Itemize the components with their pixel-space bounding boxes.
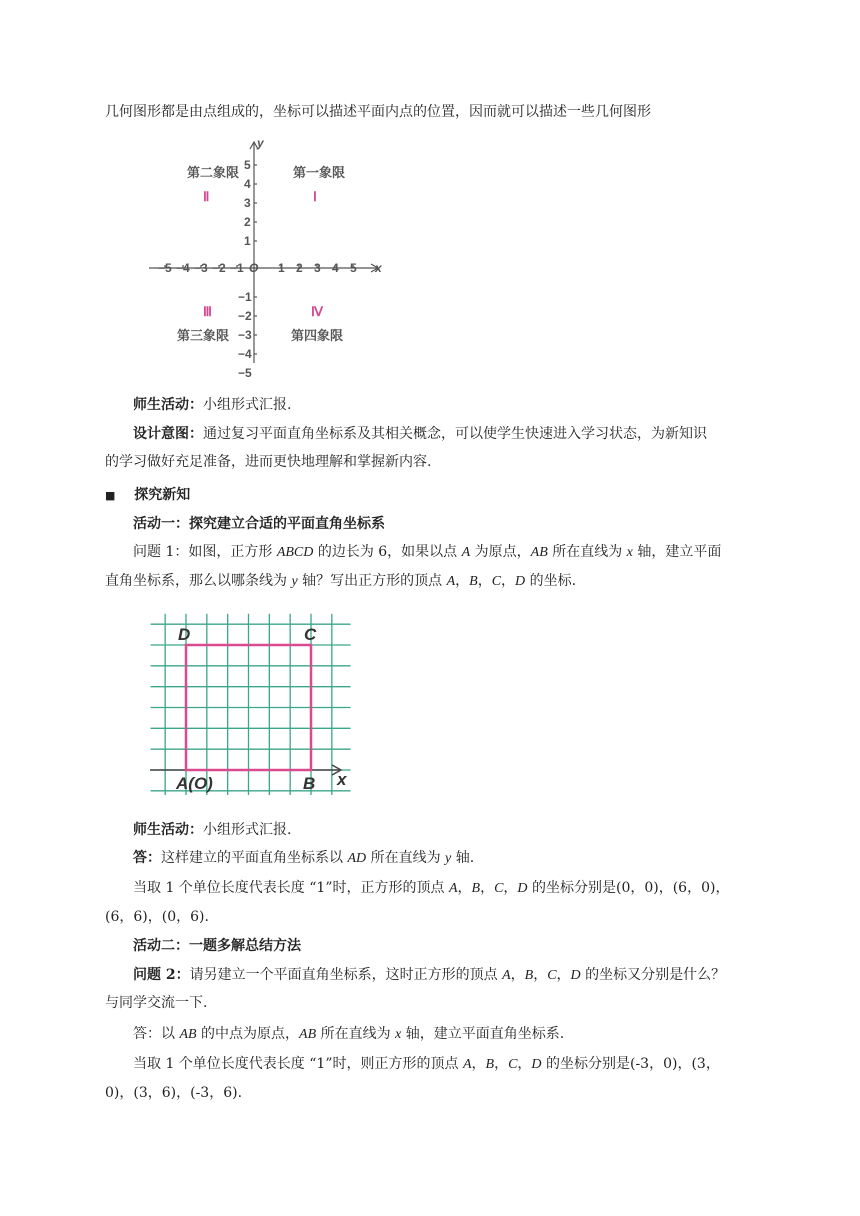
question-2-line2: 与同学交流一下. [105, 995, 208, 1011]
origin-label: O [249, 261, 259, 275]
x-tick-label: −5 [158, 261, 172, 275]
x-tick-label: −3 [194, 261, 208, 275]
x-tick-label: 1 [278, 261, 285, 275]
square-figure [148, 610, 363, 799]
y-tick-label: 4 [244, 177, 251, 191]
answer-2-coordinates-line2: 0)，(3，6)，(-3，6). [105, 1085, 243, 1101]
activity-1-title: 活动一：探究建立合适的平面直角坐标系 [133, 516, 385, 532]
answer-1-coordinates: 当取 1 个单位长度代表长度 “1”时，正方形的顶点 A，B，C，D 的坐标分别是(0，0)，(6，0)， [133, 880, 730, 896]
y-axis-label: y [257, 136, 264, 150]
y-tick-label: −5 [238, 366, 252, 380]
x-tick-label: −4 [176, 261, 190, 275]
answer-2-coordinates: 当取 1 个单位长度代表长度 “1”时，则正方形的顶点 A，B，C，D 的坐标分别是(-3，0)，(3， [133, 1056, 720, 1072]
y-tick-label: 2 [244, 215, 251, 229]
x-axis-label: x [375, 261, 382, 275]
question-1-line1: 问题 1：如图，正方形 ABCD 的边长为 6，如果以点 A 为原点，AB 所在直线为 x 轴，建立平面 [133, 544, 722, 560]
question-1-line2: 直角坐标系，那么以哪条线为 y 轴？写出正方形的顶点 A，B，C，D 的坐标. [105, 573, 577, 589]
y-tick-label: 3 [244, 196, 251, 210]
quadrant-3-numeral: Ⅲ [203, 304, 212, 319]
intro-text: 几何图形都是由点组成的，坐标可以描述平面内点的位置，因而就可以描述一些几何图形 [105, 104, 651, 120]
quadrant-figure [145, 135, 395, 380]
x-tick-label: −1 [230, 261, 244, 275]
y-tick-label: −2 [238, 309, 252, 323]
answer-2: 答：以 AB 的中点为原点，AB 所在直线为 x 轴，建立平面直角坐标系. [133, 1026, 565, 1042]
quadrant-1-numeral: Ⅰ [313, 189, 317, 204]
answer-1-coordinates-line2: (6，6)，(0，6). [105, 909, 209, 925]
x-tick-label: 2 [296, 261, 303, 275]
x-tick-label: 3 [314, 261, 321, 275]
x-axis-label: x [337, 770, 347, 789]
vertex-B-label: B [303, 774, 316, 793]
question-2-line1: 问题 2：请另建立一个平面直角坐标系，这时正方形的顶点 A，B，C，D 的坐标又分别是什么？ [133, 967, 726, 983]
vertex-A-label: A(O) [176, 774, 213, 793]
y-tick-label: −3 [238, 328, 252, 342]
x-tick-label: 5 [350, 261, 357, 275]
vertex-C-label: C [304, 625, 317, 644]
quadrant-2-name: 第二象限 [187, 165, 240, 180]
y-tick-label: −4 [238, 347, 252, 361]
teacher-activity-1: 师生活动：小组形式汇报. [133, 397, 292, 413]
vertex-D-label: D [178, 625, 191, 644]
quadrant-1-name: 第一象限 [293, 165, 346, 180]
quadrant-4-numeral: Ⅳ [311, 304, 323, 319]
x-tick-label: 4 [332, 261, 339, 275]
answer-1: 答：这样建立的平面直角坐标系以 AD 所在直线为 y 轴. [133, 850, 475, 866]
quadrant-4-name: 第四象限 [291, 328, 344, 343]
teacher-activity-2: 师生活动：小组形式汇报. [133, 822, 292, 838]
quadrant-3-name: 第三象限 [177, 328, 230, 343]
section-header: ■ 探究新知 [105, 487, 191, 503]
activity-2-title: 活动二：一题多解总结方法 [133, 938, 301, 954]
y-tick-label: −1 [238, 290, 252, 304]
quadrant-2-numeral: Ⅱ [203, 189, 210, 204]
design-intent-line2: 的学习做好充足准备，进而更快地理解和掌握新内容. [105, 454, 432, 470]
y-tick-label: 5 [244, 158, 251, 172]
y-tick-label: 1 [244, 234, 251, 248]
x-tick-label: −2 [212, 261, 226, 275]
design-intent: 设计意图：通过复习平面直角坐标系及其相关概念，可以使学生快速进入学习状态，为新知识 [133, 426, 707, 442]
